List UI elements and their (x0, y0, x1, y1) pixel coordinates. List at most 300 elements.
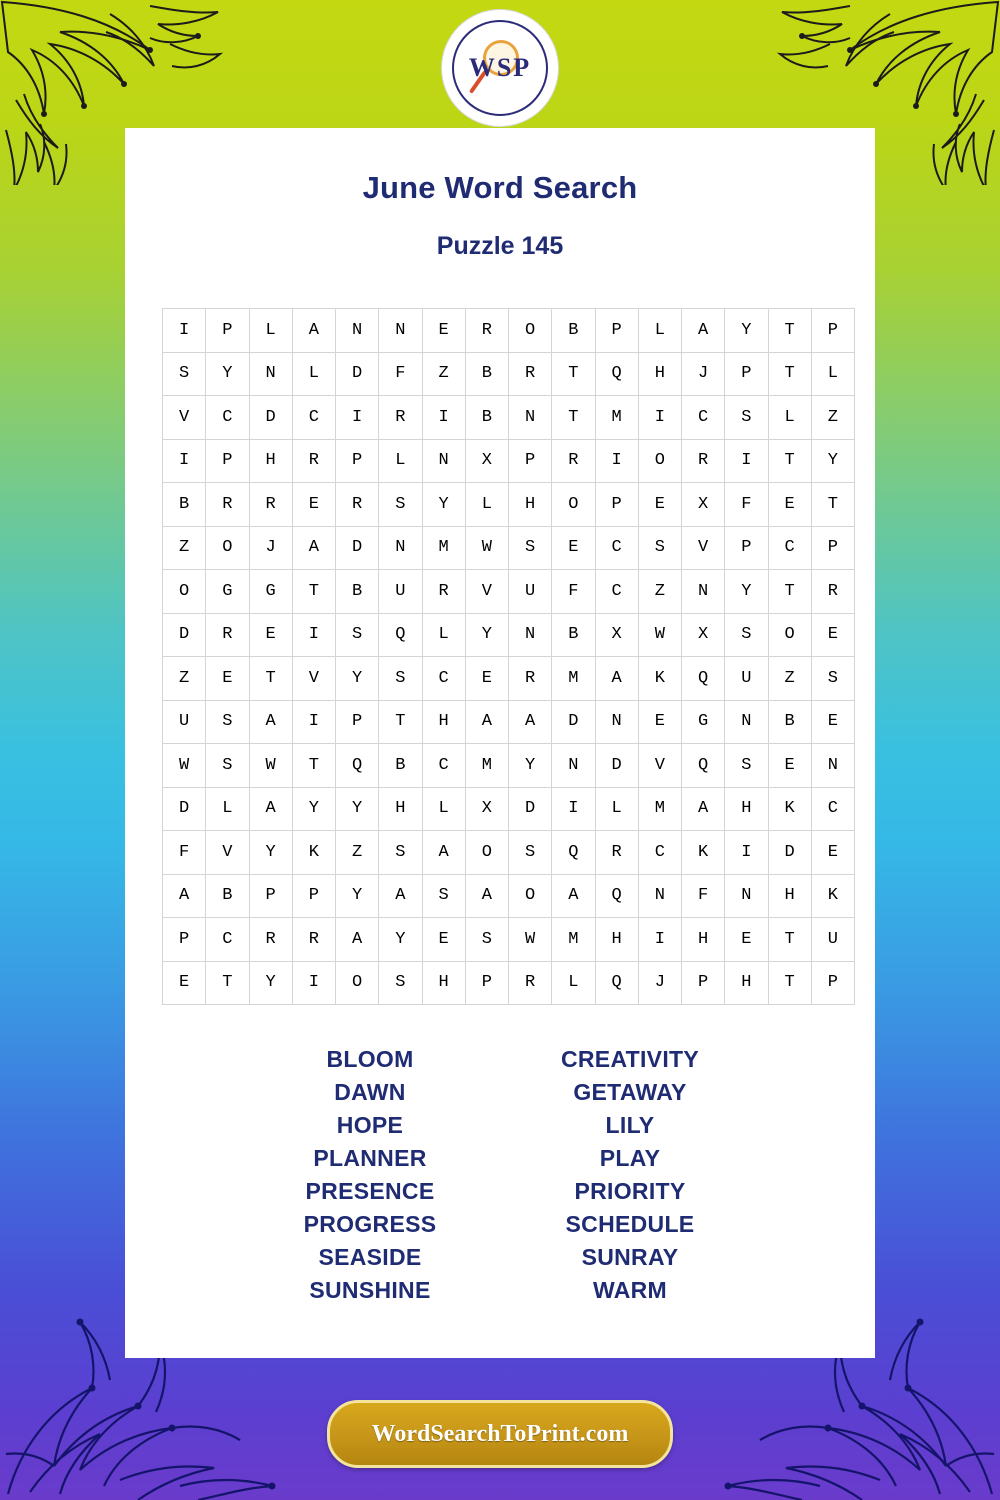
grid-cell[interactable]: Y (206, 352, 249, 396)
grid-cell[interactable]: B (465, 396, 508, 440)
grid-cell[interactable]: H (638, 352, 681, 396)
grid-cell[interactable]: T (292, 744, 335, 788)
grid-cell[interactable]: N (595, 700, 638, 744)
grid-cell[interactable]: C (595, 526, 638, 570)
grid-cell[interactable]: S (725, 613, 768, 657)
grid-row (163, 874, 855, 918)
grid-cell[interactable]: I (292, 613, 335, 657)
grid-cell[interactable]: S (336, 613, 379, 657)
grid-cell[interactable]: H (725, 961, 768, 1005)
grid-cell[interactable]: L (422, 613, 465, 657)
word-list-item: SEASIDE (318, 1244, 422, 1270)
website-button[interactable] (327, 1400, 673, 1468)
puzzle-number: Puzzle 145 (436, 232, 564, 260)
grid-cell[interactable]: H (725, 787, 768, 831)
grid-cell[interactable]: H (422, 961, 465, 1005)
grid-cell[interactable]: R (552, 439, 595, 483)
word-list-item: PROGRESS (303, 1211, 437, 1237)
grid-cell[interactable]: Q (552, 831, 595, 875)
grid-cell[interactable]: N (422, 439, 465, 483)
grid-cell[interactable]: N (552, 744, 595, 788)
grid-cell[interactable]: H (768, 874, 811, 918)
grid-cell[interactable]: O (163, 570, 206, 614)
grid-cell[interactable]: Q (682, 657, 725, 701)
grid-cell[interactable]: F (682, 874, 725, 918)
website-button-label: WordSearchToPrint.com (371, 1420, 629, 1447)
grid-cell[interactable]: P (336, 439, 379, 483)
grid-cell[interactable]: U (163, 700, 206, 744)
grid-cell[interactable]: P (725, 526, 768, 570)
grid-cell[interactable]: T (206, 961, 249, 1005)
grid-cell[interactable]: S (422, 874, 465, 918)
grid-cell[interactable]: Q (682, 744, 725, 788)
grid-cell[interactable]: W (163, 744, 206, 788)
grid-cell[interactable]: N (638, 874, 681, 918)
grid-cell[interactable]: Y (249, 831, 292, 875)
grid-cell[interactable]: F (379, 352, 422, 396)
word-list-item: HOPE (336, 1112, 404, 1138)
grid-cell[interactable]: R (249, 483, 292, 527)
grid-cell[interactable]: C (422, 744, 465, 788)
grid-cell[interactable]: Y (249, 961, 292, 1005)
grid-cell[interactable]: E (725, 918, 768, 962)
grid-cell[interactable]: D (163, 787, 206, 831)
grid-row (163, 700, 855, 744)
grid-cell[interactable]: T (768, 918, 811, 962)
grid-cell[interactable]: W (465, 526, 508, 570)
grid-cell[interactable]: R (465, 309, 508, 353)
grid-cell[interactable]: O (336, 961, 379, 1005)
grid-cell[interactable]: D (768, 831, 811, 875)
grid-cell[interactable]: H (422, 700, 465, 744)
grid-cell[interactable]: A (249, 700, 292, 744)
word-list-item: CREATIVITY (560, 1046, 700, 1072)
grid-cell[interactable]: H (595, 918, 638, 962)
grid-cell[interactable]: O (552, 483, 595, 527)
grid-cell[interactable]: O (465, 831, 508, 875)
grid-row (163, 352, 855, 396)
grid-cell[interactable]: X (465, 439, 508, 483)
logo-text: WSP (468, 53, 532, 82)
grid-cell[interactable]: E (422, 918, 465, 962)
grid-cell[interactable]: E (552, 526, 595, 570)
grid-cell[interactable]: J (249, 526, 292, 570)
grid-cell[interactable]: N (509, 396, 552, 440)
word-list-item: WARM (592, 1277, 668, 1303)
grid-cell[interactable]: I (552, 787, 595, 831)
grid-cell[interactable]: E (768, 744, 811, 788)
grid-cell[interactable]: N (509, 613, 552, 657)
grid-cell[interactable]: L (465, 483, 508, 527)
grid-cell[interactable]: L (292, 352, 335, 396)
grid-cell[interactable]: R (206, 613, 249, 657)
grid-cell[interactable]: V (682, 526, 725, 570)
grid-cell[interactable]: R (509, 352, 552, 396)
grid-cell[interactable]: C (206, 918, 249, 962)
grid-cell[interactable]: X (465, 787, 508, 831)
grid-cell[interactable]: T (379, 700, 422, 744)
word-list-item: SUNRAY (581, 1244, 679, 1270)
grid-cell[interactable]: P (509, 439, 552, 483)
grid-cell[interactable]: D (336, 352, 379, 396)
grid-cell[interactable]: H (509, 483, 552, 527)
grid-cell[interactable]: R (206, 483, 249, 527)
grid-cell[interactable]: B (552, 309, 595, 353)
grid-cell[interactable]: Q (336, 744, 379, 788)
grid-cell[interactable]: K (292, 831, 335, 875)
grid-cell[interactable]: E (249, 613, 292, 657)
grid-cell[interactable]: G (682, 700, 725, 744)
grid-cell[interactable]: K (811, 874, 854, 918)
grid-cell[interactable]: V (465, 570, 508, 614)
grid-cell[interactable]: Y (292, 787, 335, 831)
grid-cell[interactable]: B (768, 700, 811, 744)
grid-cell[interactable]: F (725, 483, 768, 527)
grid-cell[interactable]: N (336, 309, 379, 353)
grid-cell[interactable]: L (379, 439, 422, 483)
grid-cell[interactable]: P (682, 961, 725, 1005)
grid-cell[interactable]: Y (509, 744, 552, 788)
grid-cell[interactable]: C (811, 787, 854, 831)
grid-cell[interactable]: A (509, 700, 552, 744)
grid-cell[interactable]: A (465, 700, 508, 744)
grid-cell[interactable]: S (379, 657, 422, 701)
grid-cell[interactable]: T (552, 352, 595, 396)
grid-cell[interactable]: T (768, 352, 811, 396)
word-list-item: BLOOM (326, 1046, 414, 1072)
grid-cell[interactable]: C (682, 396, 725, 440)
grid-cell[interactable]: Y (336, 657, 379, 701)
letter-grid (162, 308, 838, 1005)
grid-cell[interactable]: S (206, 700, 249, 744)
grid-cell[interactable]: C (768, 526, 811, 570)
grid-cell[interactable]: D (163, 613, 206, 657)
grid-cell[interactable]: Q (595, 874, 638, 918)
grid-cell[interactable]: R (509, 657, 552, 701)
grid-cell[interactable]: U (725, 657, 768, 701)
grid-cell[interactable]: N (725, 874, 768, 918)
grid-cell[interactable]: Q (595, 961, 638, 1005)
grid-cell[interactable]: S (379, 961, 422, 1005)
grid-cell[interactable]: V (292, 657, 335, 701)
grid-cell[interactable]: O (768, 613, 811, 657)
grid-cell[interactable]: N (725, 700, 768, 744)
grid-cell[interactable]: A (682, 309, 725, 353)
grid-row (163, 918, 855, 962)
grid-cell[interactable]: H (249, 439, 292, 483)
grid-cell[interactable]: W (509, 918, 552, 962)
grid-cell[interactable]: D (509, 787, 552, 831)
grid-cell[interactable]: S (379, 483, 422, 527)
grid-cell[interactable]: N (249, 352, 292, 396)
grid-row (163, 570, 855, 614)
grid-cell[interactable]: D (336, 526, 379, 570)
grid-cell[interactable]: O (638, 439, 681, 483)
grid-cell[interactable]: A (682, 787, 725, 831)
grid-cell[interactable]: F (163, 831, 206, 875)
grid-row (163, 787, 855, 831)
grid-cell[interactable]: K (682, 831, 725, 875)
grid-cell[interactable]: K (638, 657, 681, 701)
grid-cell[interactable]: Y (379, 918, 422, 962)
grid-cell[interactable]: X (682, 483, 725, 527)
grid-cell[interactable]: Z (811, 396, 854, 440)
grid-row (163, 526, 855, 570)
grid-cell[interactable]: C (422, 657, 465, 701)
grid-cell[interactable]: M (595, 396, 638, 440)
grid-cell[interactable]: M (638, 787, 681, 831)
grid-cell[interactable]: R (379, 396, 422, 440)
grid-row (163, 309, 855, 353)
grid-cell[interactable]: A (552, 874, 595, 918)
grid-cell[interactable]: L (249, 309, 292, 353)
grid-cell[interactable]: J (682, 352, 725, 396)
grid-cell[interactable]: L (552, 961, 595, 1005)
grid-cell[interactable]: E (811, 700, 854, 744)
grid-cell[interactable]: L (768, 396, 811, 440)
grid-cell[interactable]: R (595, 831, 638, 875)
grid-cell[interactable]: I (638, 396, 681, 440)
site-logo (442, 10, 558, 126)
grid-cell[interactable]: I (336, 396, 379, 440)
grid-cell[interactable]: B (379, 744, 422, 788)
grid-cell[interactable]: S (725, 396, 768, 440)
grid-cell[interactable]: X (682, 613, 725, 657)
grid-cell[interactable]: D (595, 744, 638, 788)
grid-cell[interactable]: Y (725, 309, 768, 353)
grid-cell[interactable]: C (595, 570, 638, 614)
grid-cell[interactable]: L (811, 352, 854, 396)
grid-cell[interactable]: P (163, 918, 206, 962)
puzzle-sheet (125, 128, 875, 1358)
grid-cell[interactable]: Z (422, 352, 465, 396)
grid-cell[interactable]: R (509, 961, 552, 1005)
grid-cell[interactable]: I (638, 918, 681, 962)
grid-cell[interactable]: W (638, 613, 681, 657)
grid-cell[interactable]: U (509, 570, 552, 614)
grid-cell[interactable]: Y (336, 874, 379, 918)
word-list-item: PLAY (599, 1145, 661, 1171)
grid-cell[interactable]: S (509, 831, 552, 875)
grid-cell[interactable]: I (163, 309, 206, 353)
grid-cell[interactable]: T (249, 657, 292, 701)
grid-cell[interactable]: P (725, 352, 768, 396)
word-list-column-1 (240, 1043, 500, 1307)
grid-cell[interactable]: R (292, 439, 335, 483)
grid-cell[interactable]: Q (379, 613, 422, 657)
grid-cell[interactable]: Z (163, 526, 206, 570)
grid-cell[interactable]: E (206, 657, 249, 701)
grid-cell[interactable]: P (292, 874, 335, 918)
grid-cell[interactable]: W (249, 744, 292, 788)
grid-cell[interactable]: S (379, 831, 422, 875)
word-list-item: SCHEDULE (565, 1211, 695, 1237)
grid-cell[interactable]: N (682, 570, 725, 614)
grid-cell[interactable]: E (292, 483, 335, 527)
grid-cell[interactable]: I (595, 439, 638, 483)
grid-cell[interactable]: R (811, 570, 854, 614)
grid-cell[interactable]: P (336, 700, 379, 744)
grid-cell[interactable]: S (811, 657, 854, 701)
grid-cell[interactable]: L (638, 309, 681, 353)
grid-cell[interactable]: S (638, 526, 681, 570)
grid-cell[interactable]: Z (336, 831, 379, 875)
grid-cell[interactable]: A (292, 309, 335, 353)
grid-cell[interactable]: Y (725, 570, 768, 614)
grid-cell[interactable]: I (163, 439, 206, 483)
grid-cell[interactable]: D (249, 396, 292, 440)
grid-cell[interactable]: K (768, 787, 811, 831)
word-list-item: GETAWAY (573, 1079, 687, 1105)
grid-cell[interactable]: G (249, 570, 292, 614)
grid-cell[interactable]: M (422, 526, 465, 570)
logo-ring (452, 20, 548, 116)
grid-cell[interactable]: S (163, 352, 206, 396)
grid-row (163, 744, 855, 788)
grid-cell[interactable]: H (682, 918, 725, 962)
word-list-item: LILY (605, 1112, 655, 1138)
grid-cell[interactable]: D (552, 700, 595, 744)
grid-cell[interactable]: S (465, 918, 508, 962)
grid-cell[interactable]: S (206, 744, 249, 788)
grid-cell[interactable]: P (249, 874, 292, 918)
grid-cell[interactable]: R (336, 483, 379, 527)
grid-cell[interactable]: R (292, 918, 335, 962)
grid-cell[interactable]: T (768, 309, 811, 353)
grid-cell[interactable]: C (638, 831, 681, 875)
grid-cell[interactable]: B (552, 613, 595, 657)
grid-cell[interactable]: A (422, 831, 465, 875)
grid-cell[interactable]: M (465, 744, 508, 788)
grid-cell[interactable]: E (768, 483, 811, 527)
grid-cell[interactable]: L (595, 787, 638, 831)
grid-cell[interactable]: P (811, 961, 854, 1005)
grid-cell[interactable]: T (292, 570, 335, 614)
grid-cell[interactable]: P (595, 483, 638, 527)
page-title: June Word Search (362, 170, 638, 205)
grid-cell[interactable]: B (163, 483, 206, 527)
grid-cell[interactable]: T (768, 439, 811, 483)
grid-cell[interactable]: Z (638, 570, 681, 614)
grid-cell[interactable]: C (292, 396, 335, 440)
grid-cell[interactable]: B (206, 874, 249, 918)
grid-row (163, 439, 855, 483)
grid-cell[interactable]: B (465, 352, 508, 396)
word-list (125, 1043, 875, 1307)
grid-cell[interactable]: P (206, 439, 249, 483)
grid-cell[interactable]: P (811, 526, 854, 570)
grid-cell[interactable]: H (379, 787, 422, 831)
grid-row (163, 483, 855, 527)
grid-cell[interactable]: M (552, 918, 595, 962)
grid-row (163, 961, 855, 1005)
grid-cell[interactable]: Y (422, 483, 465, 527)
grid-cell[interactable]: Y (811, 439, 854, 483)
grid-cell[interactable]: U (379, 570, 422, 614)
grid-cell[interactable]: L (206, 787, 249, 831)
grid-cell[interactable]: T (811, 483, 854, 527)
grid-cell[interactable]: U (811, 918, 854, 962)
grid-cell[interactable]: R (682, 439, 725, 483)
grid-cell[interactable]: R (249, 918, 292, 962)
grid-cell[interactable]: A (249, 787, 292, 831)
grid-cell[interactable]: O (509, 874, 552, 918)
grid-cell[interactable]: F (552, 570, 595, 614)
grid-cell[interactable]: E (163, 961, 206, 1005)
grid-cell[interactable]: T (768, 961, 811, 1005)
grid-cell[interactable]: A (379, 874, 422, 918)
grid-cell[interactable]: A (292, 526, 335, 570)
grid-row (163, 613, 855, 657)
grid-cell[interactable]: Z (768, 657, 811, 701)
word-list-item: DAWN (334, 1079, 406, 1105)
grid-cell[interactable]: I (422, 396, 465, 440)
letter-grid-table (162, 308, 855, 1005)
grid-cell[interactable]: Y (336, 787, 379, 831)
grid-cell[interactable]: B (336, 570, 379, 614)
word-list-item: SUNSHINE (309, 1277, 431, 1303)
grid-cell[interactable]: A (465, 874, 508, 918)
grid-cell[interactable]: V (163, 396, 206, 440)
grid-cell[interactable]: G (206, 570, 249, 614)
grid-cell[interactable]: E (638, 483, 681, 527)
grid-cell[interactable]: I (292, 961, 335, 1005)
grid-cell[interactable]: S (725, 744, 768, 788)
grid-cell[interactable]: I (725, 831, 768, 875)
grid-cell[interactable]: N (379, 526, 422, 570)
grid-cell[interactable]: A (336, 918, 379, 962)
grid-cell[interactable]: I (292, 700, 335, 744)
grid-cell[interactable]: T (768, 570, 811, 614)
grid-cell[interactable]: A (595, 657, 638, 701)
grid-cell[interactable]: N (379, 309, 422, 353)
grid-cell[interactable]: I (725, 439, 768, 483)
word-list-column-2 (500, 1043, 760, 1307)
grid-cell[interactable]: T (552, 396, 595, 440)
grid-cell[interactable]: Q (595, 352, 638, 396)
grid-cell[interactable]: O (509, 309, 552, 353)
grid-cell[interactable]: E (811, 613, 854, 657)
word-list-item: PRIORITY (574, 1178, 686, 1204)
grid-cell[interactable]: O (206, 526, 249, 570)
grid-cell[interactable]: J (638, 961, 681, 1005)
grid-cell[interactable]: P (811, 309, 854, 353)
grid-cell[interactable]: P (465, 961, 508, 1005)
grid-cell[interactable]: V (206, 831, 249, 875)
grid-cell[interactable]: E (638, 700, 681, 744)
grid-cell[interactable]: Z (163, 657, 206, 701)
word-list-item: PRESENCE (305, 1178, 435, 1204)
grid-cell[interactable]: E (811, 831, 854, 875)
grid-cell[interactable]: L (422, 787, 465, 831)
grid-cell[interactable]: Y (465, 613, 508, 657)
grid-cell[interactable]: S (509, 526, 552, 570)
grid-cell[interactable]: P (206, 309, 249, 353)
grid-cell[interactable]: R (422, 570, 465, 614)
grid-cell[interactable]: M (552, 657, 595, 701)
grid-cell[interactable]: N (811, 744, 854, 788)
grid-cell[interactable]: E (465, 657, 508, 701)
grid-cell[interactable]: E (422, 309, 465, 353)
grid-cell[interactable]: V (638, 744, 681, 788)
grid-cell[interactable]: C (206, 396, 249, 440)
grid-cell[interactable]: A (163, 874, 206, 918)
grid-row (163, 831, 855, 875)
grid-row (163, 396, 855, 440)
grid-cell[interactable]: P (595, 309, 638, 353)
grid-row (163, 657, 855, 701)
grid-cell[interactable]: X (595, 613, 638, 657)
